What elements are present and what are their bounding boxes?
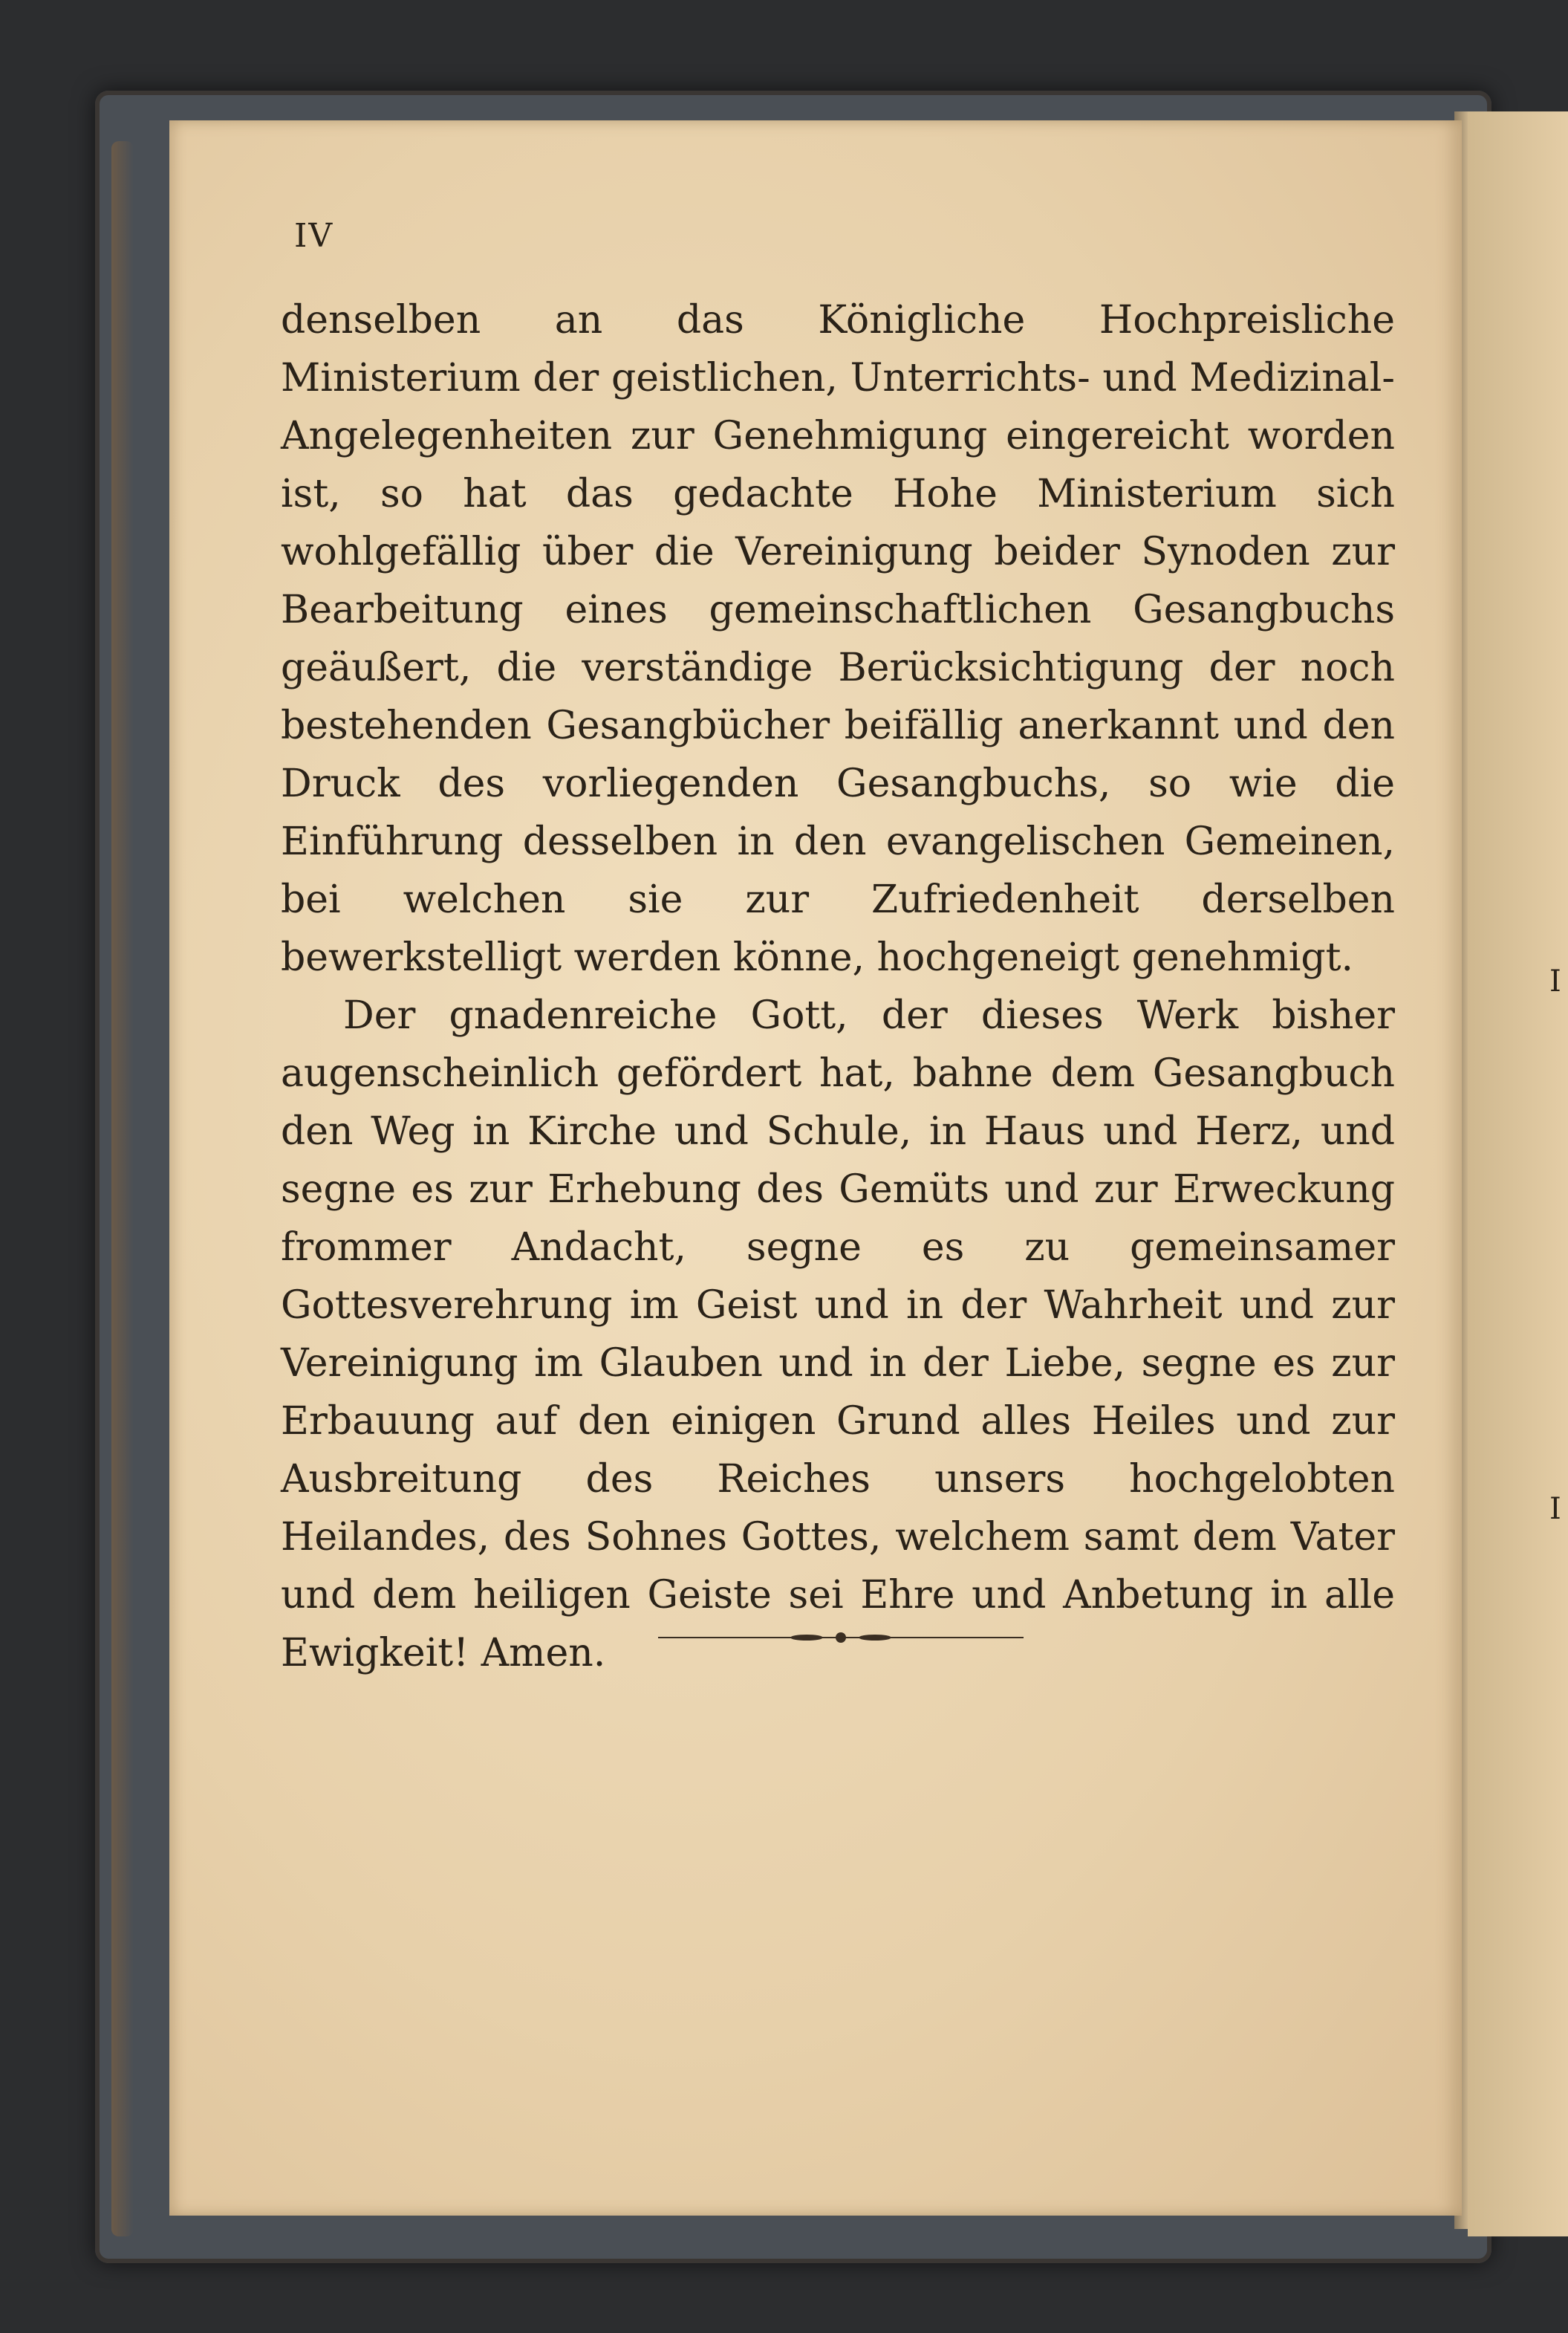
- book-spine-edge: [111, 141, 134, 2236]
- facing-page-edge: [1468, 111, 1568, 2236]
- paragraph: denselben an das Königliche Hochpreisliche Ministerium der geistlichen, Unterrichts- und Medizinal-Angelegenheiten zur Genehmigung eingereicht worden ist, so hat das gedachte Hohe Ministerium sich wohlgefällig über die Vereinigung beider Synoden zur Bearbeitung eines gemeinschaftlichen Gesangbuchs geäußert, die verständige Berücksichtigung der noch bestehenden Gesangbücher beifällig anerkannt und den Druck des vorliegenden Gesangbuchs, so wie die Einführung desselben in den evangelischen Gemeinen, bei welchen sie zur Zufriedenheit derselben bewerkstelligt werden könne, hochgeneigt genehmigt.: [281, 298, 1395, 980]
- facing-page-glyph: I: [1549, 964, 1561, 999]
- facing-page-glyph: I: [1549, 1492, 1561, 1526]
- body-text: [281, 291, 1395, 1682]
- paragraph: Der gnadenreiche Gott, der dieses Werk bisher augenscheinlich gefördert hat, bahne dem Gesangbuch den Weg in Kirche und Schule, in Haus und Herz, und segne es zur Erhebung des Gemüts und zur Erweckung frommer Andacht, segne es zu gemeinsamer Gottesverehrung im Geist und in der Wahrheit und zur Vereinigung im Glauben und in der Liebe, segne es zur Erbauung auf den einigen Grund alles Heiles und zur Ausbreitung des Reiches unsers hochgelobten Heilandes, des Sohnes Gottes, welchem samt dem Vater und dem heiligen Geiste sei Ehre und Anbetung in alle Ewigkeit! Amen.: [281, 993, 1395, 1675]
- book-page: [169, 120, 1462, 2216]
- page-number: IV: [294, 217, 334, 255]
- decorative-rule-ornament: [658, 1629, 1024, 1646]
